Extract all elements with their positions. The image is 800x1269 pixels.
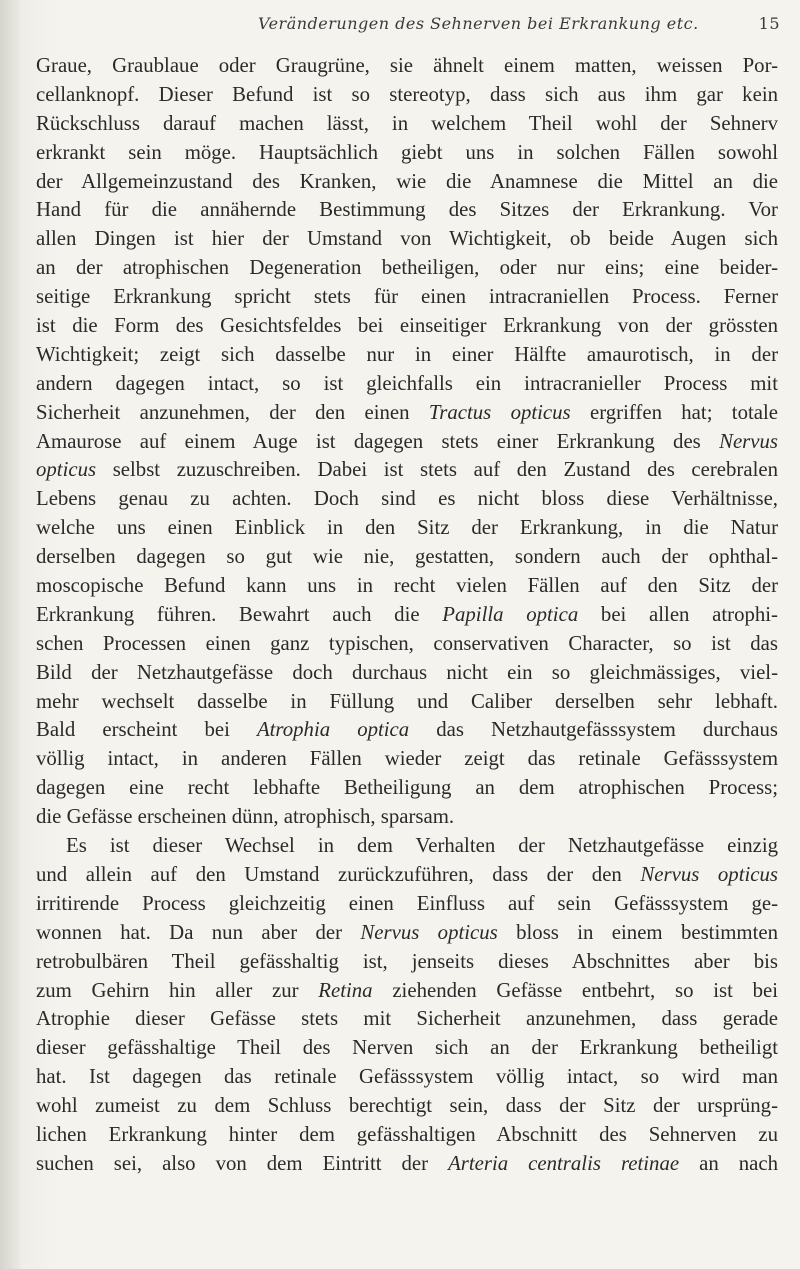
- text-line: dagegen eine recht lebhafte Betheiligung an dem atrophischen Process;: [36, 776, 778, 800]
- text-line: opticus selbst zuzuschreiben. Dabei ist stets auf den Zustand des cerebralen: [36, 458, 778, 482]
- text-line: Lebens genau zu achten. Doch sind es nicht bloss diese Verhältnisse,: [36, 487, 778, 511]
- text-line: Bald erscheint bei Atrophia optica das Netzhautgefässsystem durchaus: [36, 718, 778, 742]
- text-line: seitige Erkrankung spricht stets für einen intracraniellen Process. Ferner: [36, 285, 778, 309]
- text-line: wohl zumeist zu dem Schluss berechtigt sein, dass der Sitz der ursprüng-: [36, 1094, 778, 1118]
- body-text: [36, 52, 778, 1179]
- text-line: mehr wechselt dasselbe in Füllung und Caliber derselben sehr lebhaft.: [36, 689, 778, 713]
- text-line: retrobulbären Theil gefässhaltig ist, jenseits dieses Abschnittes aber bis: [36, 949, 778, 973]
- text-line: suchen sei, also von dem Eintritt der Arteria centralis retinae an nach: [36, 1151, 778, 1175]
- text-line: an der atrophischen Degeneration betheiligen, oder nur eins; eine beider-: [36, 256, 778, 280]
- running-header: [258, 14, 780, 33]
- text-line: allen Dingen ist hier der Umstand von Wichtigkeit, ob beide Augen sich: [36, 227, 778, 251]
- text-line: Wichtigkeit; zeigt sich dasselbe nur in einer Hälfte amaurotisch, in der: [36, 342, 778, 366]
- text-line: cellanknopf. Dieser Befund ist so stereotyp, dass sich aus ihm gar kein: [36, 82, 778, 106]
- text-line: lichen Erkrankung hinter dem gefässhaltigen Abschnitt des Sehnerven zu: [36, 1122, 778, 1146]
- text-line: wonnen hat. Da nun aber der Nervus opticus bloss in einem bestimmten: [36, 920, 778, 944]
- text-line: zum Gehirn hin aller zur Retina ziehenden Gefässe entbehrt, so ist bei: [36, 978, 778, 1002]
- text-line: Rückschluss darauf machen lässt, in welchem Theil wohl der Sehnerv: [36, 111, 778, 135]
- text-line: derselben dagegen so gut wie nie, gestatten, sondern auch der ophthal-: [36, 545, 778, 569]
- text-line: Atrophie dieser Gefässe stets mit Sicherheit anzunehmen, dass gerade: [36, 1007, 778, 1031]
- text-line: andern dagegen intact, so ist gleichfalls ein intracranieller Process mit: [36, 371, 778, 395]
- text-line: welche uns einen Einblick in den Sitz der Erkrankung, in die Natur: [36, 516, 778, 540]
- text-line: ist die Form des Gesichtsfeldes bei einseitiger Erkrankung von der grössten: [36, 314, 778, 338]
- text-line: schen Processen einen ganz typischen, conservativen Character, so ist das: [36, 631, 778, 655]
- text-line: Erkrankung führen. Bewahrt auch die Papilla optica bei allen atrophi-: [36, 602, 778, 626]
- text-line: Amaurose auf einem Auge ist dagegen stets einer Erkrankung des Nervus: [36, 429, 778, 453]
- text-line: moscopische Befund kann uns in recht vielen Fällen auf den Sitz der: [36, 574, 778, 598]
- running-title: Veränderungen des Sehnerven bei Erkrankung etc.: [258, 14, 699, 33]
- text-line: und allein auf den Umstand zurückzuführen, dass der den Nervus opticus: [36, 862, 778, 886]
- text-line: völlig intact, in anderen Fällen wieder zeigt das retinale Gefässsystem: [36, 747, 778, 771]
- text-line: der Allgemeinzustand des Kranken, wie die Anamnese die Mittel an die: [36, 169, 778, 193]
- text-line: erkrankt sein möge. Hauptsächlich giebt uns in solchen Fällen sowohl: [36, 140, 778, 164]
- page-gutter-shadow: [0, 0, 20, 1269]
- page-number: 15: [758, 14, 780, 33]
- text-line: Bild der Netzhautgefässe doch durchaus nicht ein so gleichmässiges, viel-: [36, 660, 778, 684]
- text-line: Hand für die annähernde Bestimmung des Sitzes der Erkrankung. Vor: [36, 198, 778, 222]
- text-line: dieser gefässhaltige Theil des Nerven sich an der Erkrankung betheiligt: [36, 1036, 778, 1060]
- text-line: irritirende Process gleichzeitig einen Einfluss auf sein Gefässsystem ge-: [36, 891, 778, 915]
- text-line: Es ist dieser Wechsel in dem Verhalten der Netzhautgefässe einzig: [66, 834, 778, 858]
- text-line: Graue, Graublaue oder Graugrüne, sie ähnelt einem matten, weissen Por-: [36, 54, 778, 77]
- text-line: die Gefässe erscheinen dünn, atrophisch, sparsam.: [36, 805, 455, 829]
- text-line: hat. Ist dagegen das retinale Gefässsystem völlig intact, so wird man: [36, 1065, 778, 1089]
- text-line: Sicherheit anzunehmen, der den einen Tractus opticus ergriffen hat; totale: [36, 400, 778, 424]
